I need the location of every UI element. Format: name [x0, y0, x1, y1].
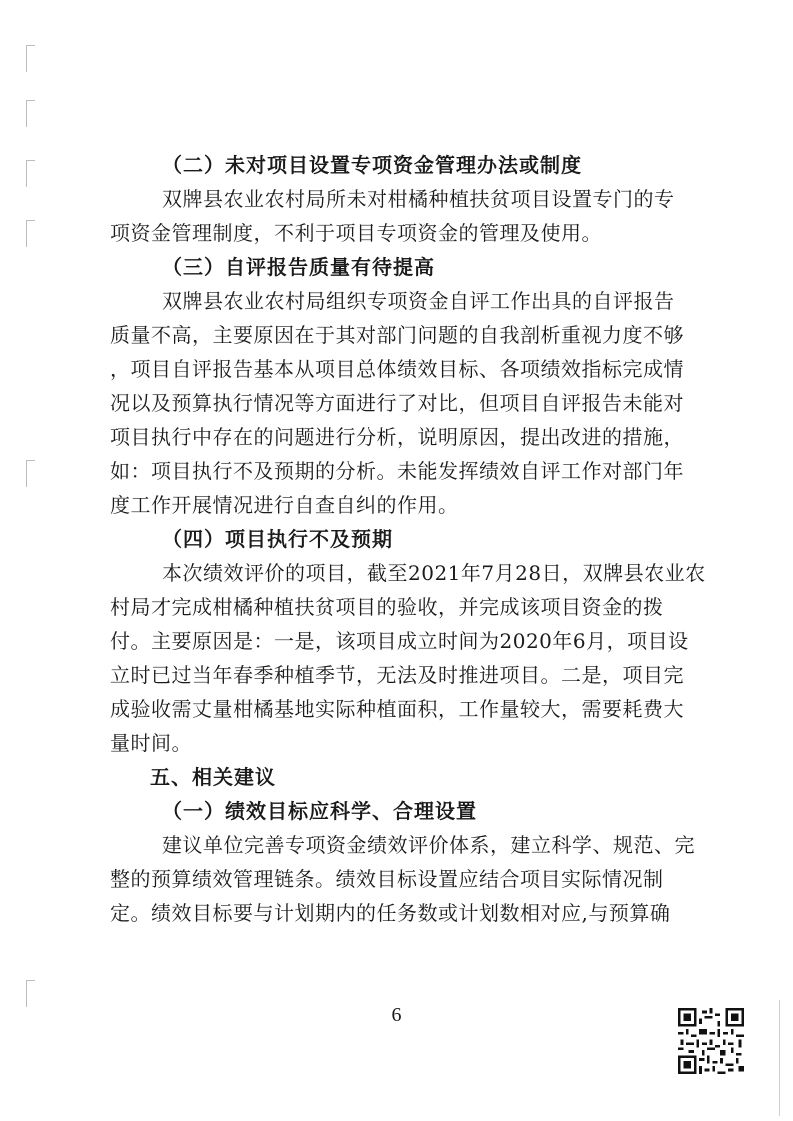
paragraph-line: 质量不高，主要原因在于其对部门问题的自我剖析重视力度不够	[110, 323, 684, 347]
binding-mark	[26, 160, 35, 187]
document-body	[110, 148, 706, 930]
section-heading: （三）自评报告质量有待提高	[162, 255, 435, 279]
section-heading: （一）绩效目标应科学、合理设置	[162, 799, 477, 823]
binding-mark	[26, 45, 35, 72]
paragraph-line: 定。绩效目标要与计划期内的任务数或计划数相对应,与预算确	[110, 901, 671, 925]
binding-mark	[26, 100, 35, 127]
binding-mark	[26, 980, 35, 1007]
paragraph-line: ，项目自评报告基本从项目总体绩效目标、各项绩效指标完成情	[110, 357, 684, 381]
page-number: 6	[391, 1004, 402, 1026]
paragraph-line: 如：项目执行不及预期的分析。未能发挥绩效自评工作对部门年	[110, 459, 684, 483]
paragraph-line: 整的预算绩效管理链条。绩效目标设置应结合项目实际情况制	[110, 867, 664, 891]
paragraph-line: 本次绩效评价的项目，截至2021年7月28日，双牌县农业农	[162, 561, 706, 585]
section-heading: 五、相关建议	[150, 765, 276, 789]
paragraph-line: 双牌县农业农村局组织专项资金自评工作出具的自评报告	[162, 289, 675, 313]
paragraph-line: 量时间。	[110, 731, 192, 755]
qr-code-icon	[678, 1008, 744, 1074]
paragraph-line: 立时已过当年春季种植季节，无法及时推进项目。二是，项目完	[110, 663, 684, 687]
paragraph-line: 度工作开展情况进行自查自纠的作用。	[110, 493, 459, 517]
paragraph-line: 项目执行中存在的问题进行分析，说明原因，提出改进的措施，	[110, 425, 684, 449]
paragraph-line: 建议单位完善专项资金绩效评价体系，建立科学、规范、完	[162, 833, 695, 857]
binding-mark	[26, 460, 35, 487]
section-heading: （四）项目执行不及预期	[162, 527, 393, 551]
paragraph-line: 付。主要原因是：一是，该项目成立时间为2020年6月，项目设	[110, 629, 689, 653]
paragraph-line: 双牌县农业农村局所未对柑橘种植扶贫项目设置专门的专	[162, 187, 675, 211]
paragraph-line: 况以及预算执行情况等方面进行了对比，但项目自评报告未能对	[110, 391, 684, 415]
binding-mark	[26, 220, 35, 247]
page-edge	[779, 1000, 780, 1116]
section-heading: （二）未对项目设置专项资金管理办法或制度	[162, 153, 582, 177]
paragraph-line: 村局才完成柑橘种植扶贫项目的验收，并完成该项目资金的拨	[110, 595, 664, 619]
paragraph-line: 成验收需丈量柑橘基地实际种植面积，工作量较大，需要耗费大	[110, 697, 684, 721]
paragraph-line: 项资金管理制度，不利于项目专项资金的管理及使用。	[110, 221, 602, 245]
